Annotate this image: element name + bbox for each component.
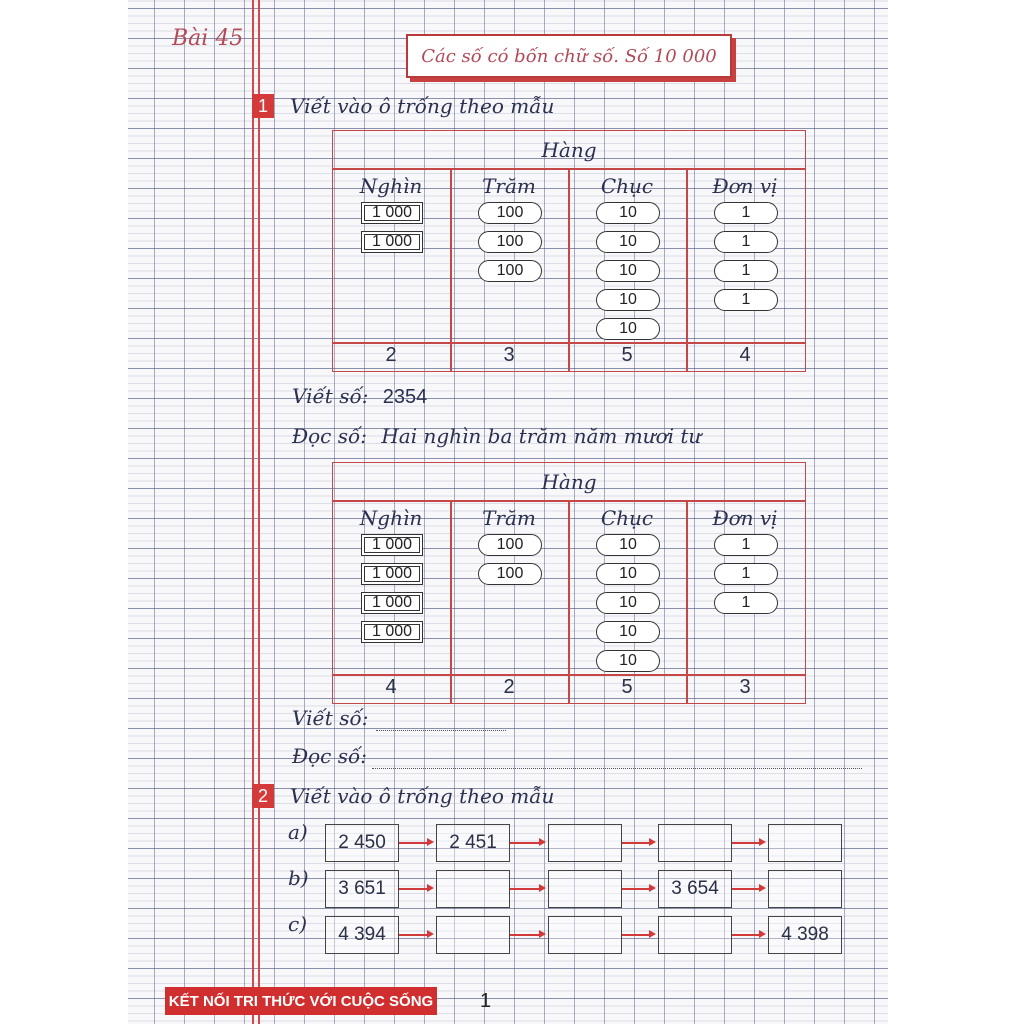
task-table-col-header: Chục: [600, 506, 654, 530]
sequence-arrow: [732, 842, 760, 844]
task-table-chip-thousand: 1 000: [361, 534, 423, 556]
task-table-col-header: Nghìn: [359, 506, 423, 530]
ex-table-col-header: Đơn vị: [712, 174, 778, 198]
sequence-empty-cell[interactable]: [658, 824, 732, 862]
sequence-empty-cell[interactable]: [548, 870, 622, 908]
place-value-table-example: [332, 130, 806, 372]
ex-table-chip-hundred: 100: [478, 231, 542, 253]
ex-table-chip-ten: 10: [596, 260, 660, 282]
task-table-chip-thousand: 1 000: [361, 592, 423, 614]
sequence-cell: 2 451: [436, 824, 510, 862]
exercise-2-number: 2: [252, 784, 274, 808]
place-value-table-task: [332, 462, 806, 704]
sequence-empty-cell[interactable]: [436, 916, 510, 954]
ex-table-digit: 5: [621, 344, 633, 366]
example-write-line: [292, 384, 427, 409]
ex-table-digit: 4: [739, 344, 751, 366]
task-write-label: Viết số:: [292, 706, 369, 730]
read-label: Đọc số:: [292, 424, 367, 448]
sequence-row-label: b): [288, 866, 309, 890]
title-box: [406, 34, 732, 78]
task-table-chip-one: 1: [714, 592, 778, 614]
sequence-empty-cell[interactable]: [658, 916, 732, 954]
sequence-arrow: [732, 888, 760, 890]
ex-table-row-divider: [332, 168, 806, 170]
task-table-digit: 5: [621, 676, 633, 698]
exercise-1-instruction: Viết vào ô trống theo mẫu: [290, 94, 555, 118]
task-read-label: Đọc số:: [292, 744, 367, 768]
ex-table-chip-thousand: 1 000: [361, 231, 423, 253]
ex-table-col-header: Chục: [600, 174, 654, 198]
exercise-2-instruction: Viết vào ô trống theo mẫu: [290, 784, 555, 808]
footer-brand-text: KẾT NỐI TRI THỨC VỚI CUỘC SỐNG: [168, 992, 434, 1010]
footer-brand-band: [165, 987, 437, 1015]
ex-table-chip-one: 1: [714, 289, 778, 311]
sequence-empty-cell[interactable]: [436, 870, 510, 908]
ex-table-col-header: Nghìn: [359, 174, 423, 198]
sequence-cell: 3 651: [325, 870, 399, 908]
task-table-chip-thousand: 1 000: [361, 621, 423, 643]
task-table-chip-hundred: 100: [478, 534, 542, 556]
ex-table-chip-ten: 10: [596, 289, 660, 311]
ex-table-digit: 2: [385, 344, 397, 366]
sequence-arrow: [622, 842, 650, 844]
exercise-1-number: 1: [252, 94, 274, 118]
lesson-label: Bài 45: [172, 26, 244, 51]
sequence-arrow: [510, 888, 540, 890]
ex-table-chip-ten: 10: [596, 318, 660, 340]
task-table-col-header: Trăm: [482, 506, 536, 530]
sequence-row-label: a): [288, 820, 308, 844]
ex-table-chip-thousand: 1 000: [361, 202, 423, 224]
task-table-chip-ten: 10: [596, 534, 660, 556]
task-table-digit: 3: [739, 676, 751, 698]
ex-table-col-header: Trăm: [482, 174, 536, 198]
ex-table-chip-ten: 10: [596, 202, 660, 224]
task-read-answer-line[interactable]: [372, 768, 862, 769]
task-table-chip-thousand: 1 000: [361, 563, 423, 585]
sequence-empty-cell[interactable]: [548, 824, 622, 862]
task-table-chip-one: 1: [714, 563, 778, 585]
page-title: Các số có bốn chữ số. Số 10 000: [421, 45, 717, 67]
write-value: 2354: [382, 386, 428, 408]
margin-line-left: [252, 0, 254, 1024]
sequence-arrow: [399, 888, 428, 890]
sequence-empty-cell[interactable]: [768, 824, 842, 862]
page-number: 1: [480, 990, 492, 1012]
task-table-chip-ten: 10: [596, 650, 660, 672]
ex-table-chip-one: 1: [714, 260, 778, 282]
task-table-row-divider: [332, 500, 806, 502]
task-table-chip-hundred: 100: [478, 563, 542, 585]
task-table-digit: 2: [503, 676, 515, 698]
write-label: Viết số:: [292, 384, 369, 408]
sequence-row-label: c): [288, 912, 308, 936]
sequence-cell: 2 450: [325, 824, 399, 862]
task-table-chip-ten: 10: [596, 621, 660, 643]
task-table-header-hang: Hàng: [541, 470, 597, 494]
ex-table-chip-hundred: 100: [478, 260, 542, 282]
sequence-arrow: [622, 934, 650, 936]
ex-table-chip-ten: 10: [596, 231, 660, 253]
ex-table-header-hang: Hàng: [541, 138, 597, 162]
ex-table-chip-one: 1: [714, 202, 778, 224]
task-table-chip-ten: 10: [596, 563, 660, 585]
task-table-col-header: Đơn vị: [712, 506, 778, 530]
margin-line-right: [258, 0, 260, 1024]
sequence-arrow: [510, 842, 540, 844]
sequence-arrow: [732, 934, 760, 936]
task-table-chip-ten: 10: [596, 592, 660, 614]
sequence-empty-cell[interactable]: [768, 870, 842, 908]
task-table-digit: 4: [385, 676, 397, 698]
read-value: Hai nghìn ba trăm năm mươi tư: [381, 424, 702, 448]
ex-table-chip-hundred: 100: [478, 202, 542, 224]
sequence-empty-cell[interactable]: [548, 916, 622, 954]
ex-table-digit: 3: [503, 344, 515, 366]
task-table-chip-one: 1: [714, 534, 778, 556]
ex-table-chip-one: 1: [714, 231, 778, 253]
sequence-cell: 4 394: [325, 916, 399, 954]
example-read-line: [292, 424, 701, 448]
sequence-cell: 3 654: [658, 870, 732, 908]
sequence-arrow: [622, 888, 650, 890]
sequence-arrow: [399, 842, 428, 844]
sequence-cell: 4 398: [768, 916, 842, 954]
sequence-arrow: [510, 934, 540, 936]
task-write-answer-line[interactable]: [376, 730, 506, 731]
sequence-arrow: [399, 934, 428, 936]
